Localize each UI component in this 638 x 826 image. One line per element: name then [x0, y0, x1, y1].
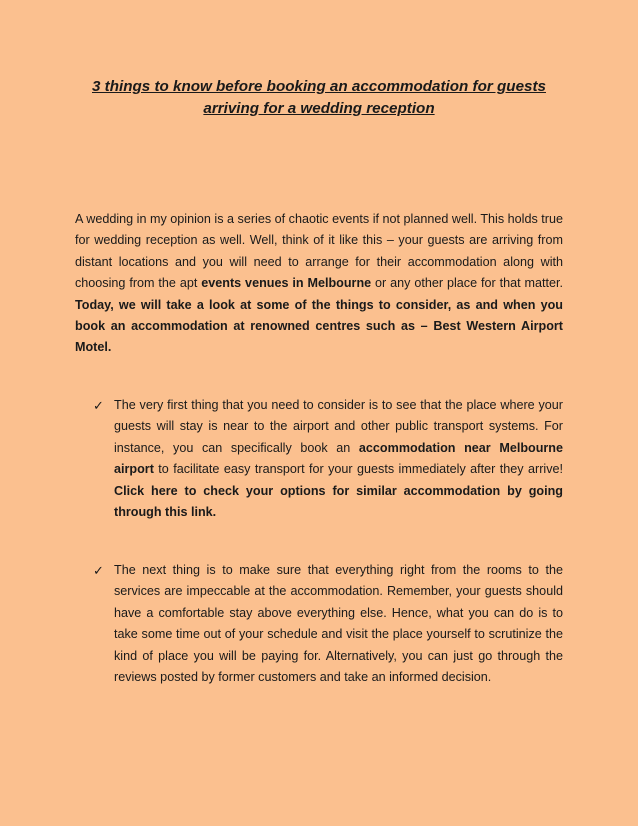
- intro-text-part1: A wedding in my opinion is a series of chaotic events if not planned well. This holds true for wedding reception as well. Well, think of it like this – your guests are arriving from distant locations and you will need to arrange for their accommodation along with choosing from the apt: [75, 212, 563, 291]
- intro-text-part2: or any other place for that matter.: [371, 276, 563, 291]
- document-title: 3 things to know before booking an accommodation for guests arriving for a wedding reception: [92, 78, 546, 117]
- check-icon: ✓: [93, 563, 104, 578]
- bullet-item-1: [93, 395, 563, 523]
- bullet-2-text: The next thing is to make sure that everything right from the rooms to the services are impeccable at the accommodation. Remember, your guests should have a comfortable stay above everything else. Hence, what you can do is to take some time out of your schedule and visit the place yourself to scrutinize the kind of place you will be paying for. Alternatively, you can just go through the reviews posted by former customers and take an informed decision.: [114, 563, 563, 685]
- bullet-1-text-part1: The very first thing that you need to consider is to see that the place where your guests will stay is near to the airport and other public transport systems. For instance, you can specifically book an: [114, 398, 563, 455]
- intro-paragraph: [75, 209, 563, 359]
- accommodation-airport-link[interactable]: accommodation near Melbourne airport: [114, 440, 563, 477]
- click-here-link[interactable]: Click here to check your options for similar accommodation by going through this link.: [114, 483, 563, 520]
- intro-bold-text: Today, we will take a look at some of the things to consider, as and when you book an accommodation at renowned centres such as – Best Western Airport Motel.: [75, 297, 563, 355]
- bullet-1-text: [114, 395, 563, 523]
- check-icon: ✓: [93, 398, 104, 413]
- bullet-item-2: [93, 560, 563, 688]
- bullet-1-text-part2: to facilitate easy transport for your guests immediately after they arrive!: [153, 462, 563, 477]
- events-venues-link[interactable]: events venues in Melbourne: [201, 276, 372, 291]
